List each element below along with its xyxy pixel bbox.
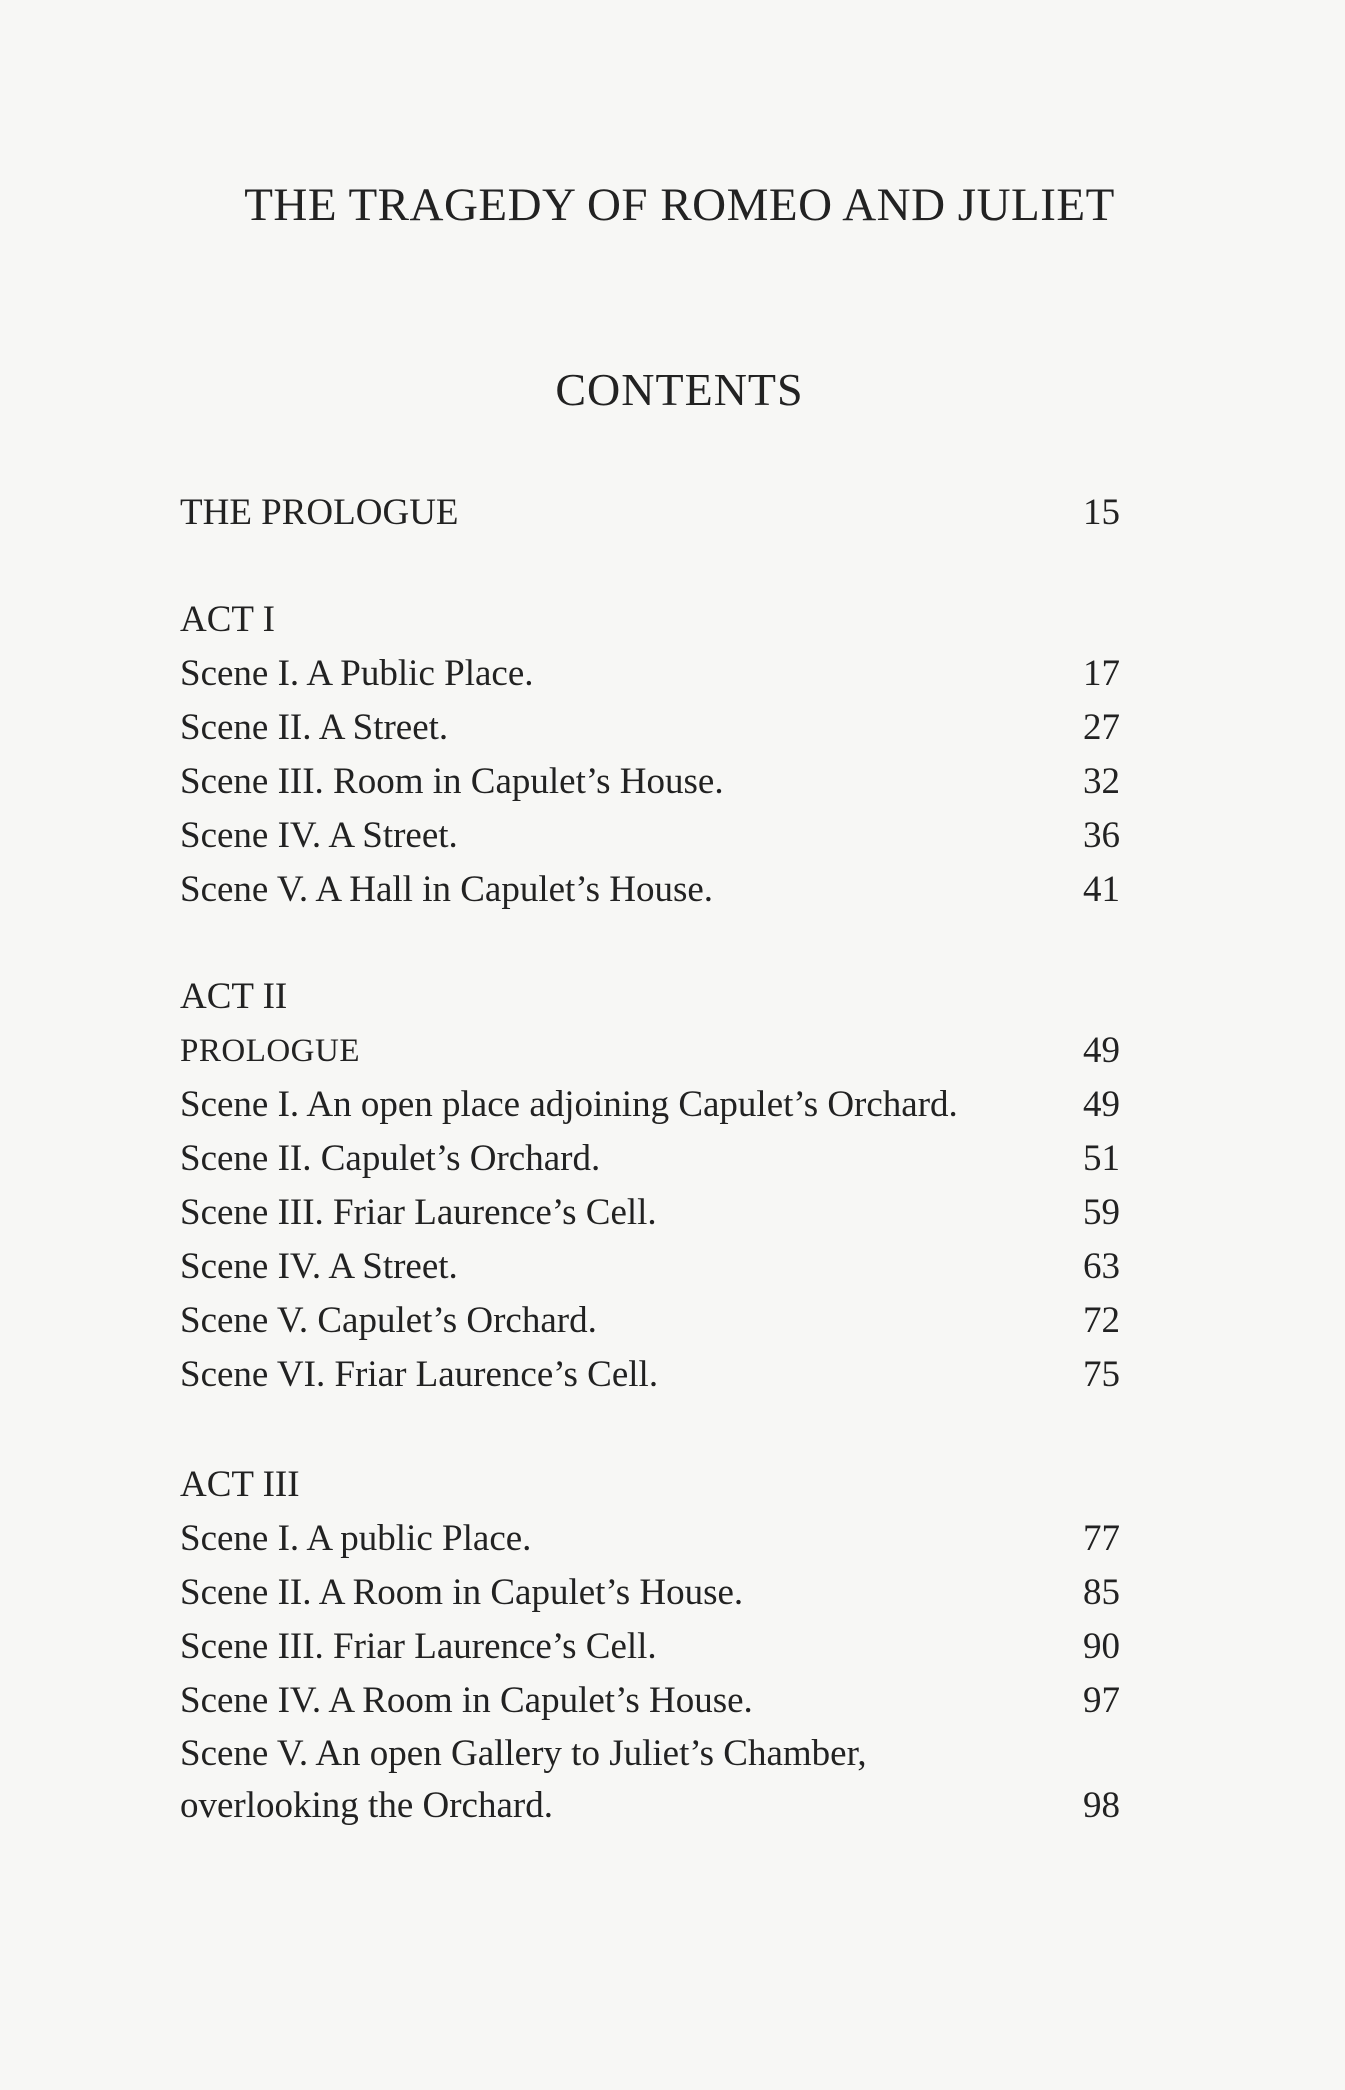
book-title: THE TRAGEDY OF ROMEO AND JULIET [244, 179, 1115, 231]
act-heading-label: ACT I [180, 599, 275, 640]
toc-entry-label-line-2: overlooking the Orchard. [180, 1785, 553, 1826]
contents-heading: CONTENTS [555, 364, 804, 415]
act-heading-label: ACT II [180, 976, 288, 1017]
toc-entry[interactable] [180, 1674, 1120, 1728]
toc-entry-page: 49 [1083, 1084, 1120, 1125]
toc-entry-label: Scene II. Capulet’s Orchard. [180, 1138, 601, 1179]
toc-entry[interactable] [180, 1132, 1120, 1186]
toc-entry-page: 98 [1083, 1785, 1120, 1826]
toc-entry[interactable] [180, 1078, 1120, 1132]
toc-entry-page: 63 [1083, 1246, 1120, 1287]
toc-entry-label: Scene IV. A Street. [180, 815, 458, 856]
toc-entry-page: 90 [1083, 1626, 1120, 1667]
toc-entry[interactable] [180, 1512, 1120, 1566]
toc-entry-page: 72 [1083, 1300, 1120, 1341]
toc-act-2-section [180, 970, 1120, 1402]
toc-entry-page: 51 [1083, 1138, 1120, 1179]
toc-entry-label: Scene I. A public Place. [180, 1518, 532, 1559]
toc-entry-page: 41 [1083, 869, 1120, 910]
act-heading [180, 593, 1120, 647]
toc-entry[interactable] [180, 1728, 1120, 1832]
toc-entry-label: Scene II. A Street. [180, 707, 449, 748]
toc-entry[interactable] [180, 1566, 1120, 1620]
toc-act-1-section [180, 593, 1120, 917]
toc-entry-page: 36 [1083, 815, 1120, 856]
toc-act-3-section [180, 1458, 1120, 1832]
toc-entry[interactable] [180, 486, 1120, 540]
toc-entry-page: 17 [1083, 653, 1120, 694]
toc-entry[interactable] [180, 647, 1120, 701]
toc-entry-page: 59 [1083, 1192, 1120, 1233]
toc-entry-label: Scene V. Capulet’s Orchard. [180, 1300, 597, 1341]
toc-entry[interactable] [180, 863, 1120, 917]
toc-entry[interactable] [180, 701, 1120, 755]
toc-entry-label: Scene III. Room in Capulet’s House. [180, 761, 724, 802]
toc-entry[interactable] [180, 1348, 1120, 1402]
toc-entry-label: Scene III. Friar Laurence’s Cell. [180, 1626, 657, 1667]
toc-entry-label: Scene IV. A Room in Capulet’s House. [180, 1680, 753, 1721]
toc-entry-page: 77 [1083, 1518, 1120, 1559]
toc-entry-label: Scene I. An open place adjoining Capulet’s Orchard. [180, 1084, 958, 1125]
toc-entry[interactable] [180, 1620, 1120, 1674]
toc-entry-label: Scene VI. Friar Laurence’s Cell. [180, 1354, 659, 1395]
toc-entry-label: Scene II. A Room in Capulet’s House. [180, 1572, 744, 1613]
act-heading [180, 970, 1120, 1024]
toc-entry-label: Scene I. A Public Place. [180, 653, 534, 694]
toc-entry[interactable] [180, 1240, 1120, 1294]
toc-entry-page: 32 [1083, 761, 1120, 802]
toc-entry[interactable] [180, 755, 1120, 809]
toc-entry-page: 49 [1083, 1030, 1120, 1071]
toc-entry[interactable] [180, 1294, 1120, 1348]
toc-entry-page: 97 [1083, 1680, 1120, 1721]
toc-entry-label-line-1: Scene V. An open Gallery to Juliet’s Chamber, [180, 1733, 867, 1774]
toc-entry-label: THE PROLOGUE [180, 492, 459, 533]
toc-entry[interactable] [180, 1186, 1120, 1240]
toc-entry-page: 85 [1083, 1572, 1120, 1613]
act-heading [180, 1458, 1120, 1512]
act-heading-label: ACT III [180, 1464, 300, 1505]
toc-entry[interactable] [180, 809, 1120, 863]
toc-entry-page: 27 [1083, 707, 1120, 748]
toc-entry[interactable] [180, 1024, 1120, 1078]
toc-entry-page: 15 [1083, 492, 1120, 533]
toc-entry-label: Scene IV. A Street. [180, 1246, 458, 1287]
toc-entry-page: 75 [1083, 1354, 1120, 1395]
toc-prologue-section [180, 486, 1120, 540]
toc-entry-label: Scene III. Friar Laurence’s Cell. [180, 1192, 657, 1233]
toc-entry-label: Scene V. A Hall in Capulet’s House. [180, 869, 714, 910]
toc-entry-label [180, 1728, 867, 1832]
toc-entry-label: PROLOGUE [180, 1033, 361, 1069]
